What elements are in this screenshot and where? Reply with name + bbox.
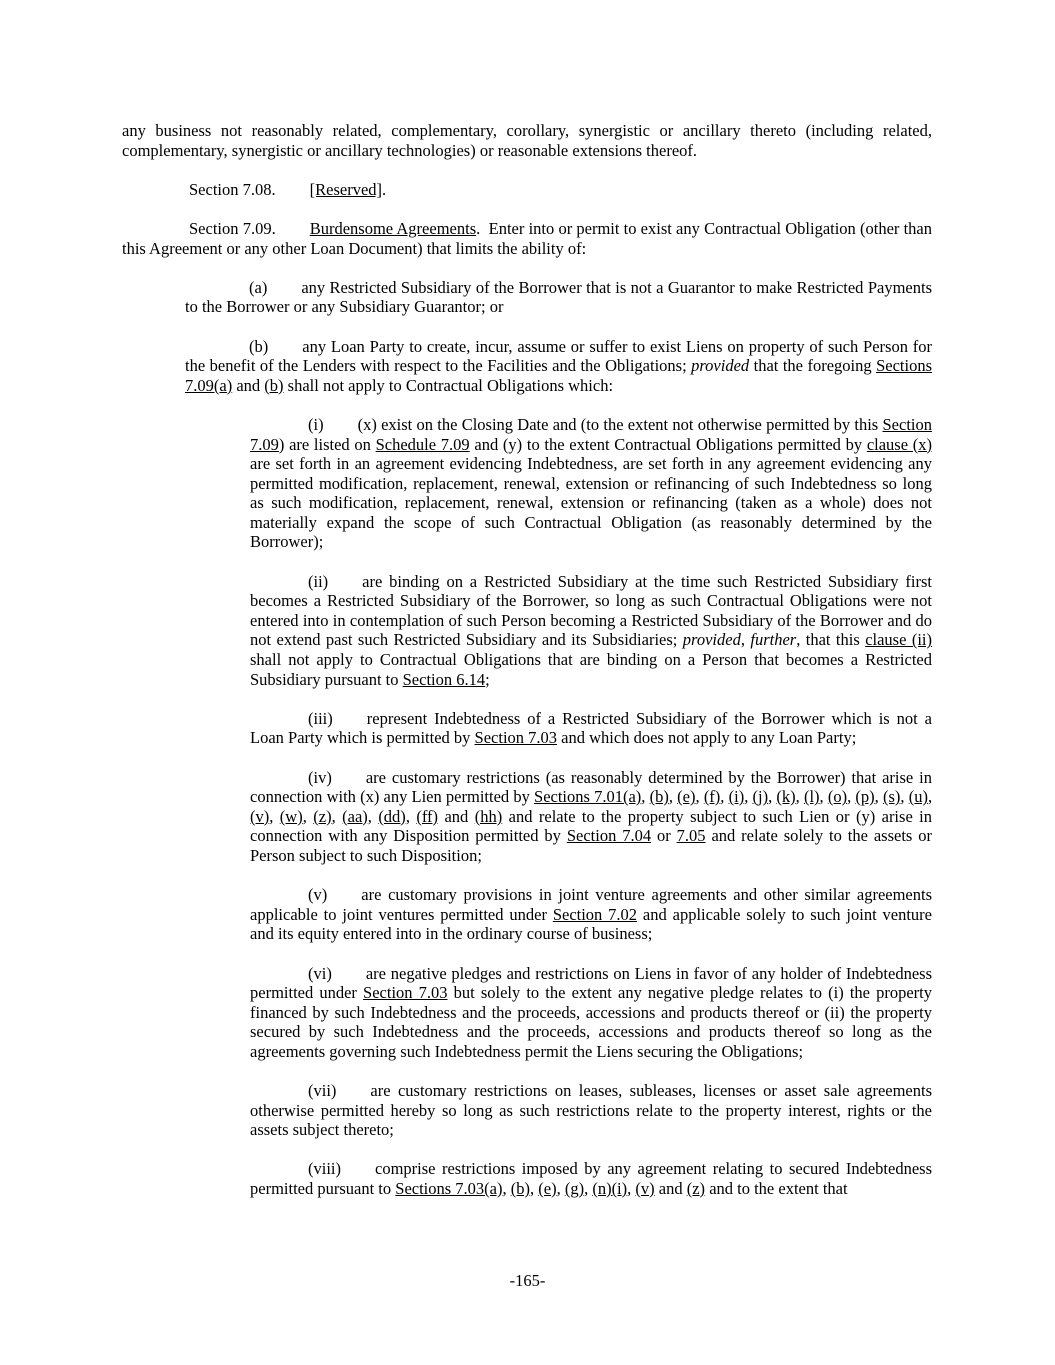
text-run: Section 7.03 xyxy=(474,728,558,748)
text-run: (z) xyxy=(313,806,332,826)
clause-b xyxy=(185,337,932,396)
text-run: , xyxy=(405,806,417,826)
text-run: , xyxy=(269,806,280,826)
text-run: , xyxy=(740,630,751,650)
text-run: Sections 7.01(a) xyxy=(534,787,642,807)
text-run: and xyxy=(438,806,475,826)
text-run: , xyxy=(331,806,343,826)
text-run: and relate solely to the assets or Person subject to such Disposition; xyxy=(250,826,932,865)
text-run: and applicable solely to such joint venture and its equity entered into in the ordinary course of business; xyxy=(250,904,933,944)
clause-viii xyxy=(250,1159,932,1198)
text-run: , xyxy=(768,787,777,807)
text-run: [Reserved] xyxy=(309,179,383,199)
text-run: shall not apply to Contractual Obligations that are binding on a Person that becomes a Restricted Subsidiary pursuant to xyxy=(250,650,932,689)
text-run: (g) xyxy=(564,1179,585,1199)
text-run: are customary provisions in joint venture agreements and other similar agreements applicable to joint ventures permitted under xyxy=(250,885,932,924)
text-run: but solely to the extent any negative pledge relates to (i) the property financed by such Indebtedness and the proceeds, accessions and products thereof or (ii) the property secured by such Indebtedness and the proceeds, accessions and products thereof so long as the agreements governing such Indebtedness permit the Liens securing the Obligations; xyxy=(250,983,933,1061)
text-run: that the foregoing xyxy=(749,356,877,376)
text-run: , xyxy=(720,787,729,807)
text-run: , xyxy=(744,787,753,807)
text-run: are customary restrictions on leases, subleases, licenses or asset sale agreements otherwise permitted hereby so long as such restrictions relate to the property interest, rights or the assets subject thereto; xyxy=(250,1081,932,1140)
text-run: , xyxy=(556,1179,565,1199)
text-run: , xyxy=(530,1179,539,1199)
clause-ii xyxy=(250,572,932,690)
text-run: and which does not apply to any Loan Party; xyxy=(557,728,857,748)
text-run: ) are listed on xyxy=(278,434,376,454)
text-run: (v) xyxy=(308,885,328,905)
text-run: , xyxy=(502,1179,511,1199)
text-run: (k) xyxy=(776,787,796,807)
text-run: Section 7.04 xyxy=(566,826,652,846)
text-run: and xyxy=(654,1179,687,1199)
text-run: , xyxy=(900,787,909,807)
text-run: , xyxy=(584,1179,593,1199)
clause-a xyxy=(185,278,932,317)
text-run: clause (ii) xyxy=(865,630,933,650)
text-run: Section 6.14 xyxy=(402,669,486,689)
text-run: (z) xyxy=(686,1179,706,1199)
text-run: , that this xyxy=(796,630,866,650)
text-run: (l) xyxy=(803,787,820,807)
text-run: (vii) xyxy=(308,1081,337,1101)
text-run: (b) xyxy=(649,787,669,807)
text-run: (b) xyxy=(510,1179,530,1199)
text-run: , xyxy=(847,787,856,807)
text-run: Section 7.09. xyxy=(189,218,276,238)
text-run: are customary restrictions (as reasonably determined by the Borrower) that arise in connection with (x) any Lien permitted by xyxy=(250,767,932,807)
text-run: (o) xyxy=(827,787,848,807)
text-run: are set forth in an agreement evidencing Indebtedness, are set forth in any agreement evidencing any permitted modification, replacement, renewal, extension or refinancing of such Indebtedness so long as such modification, replacement, renewal, extension or refinancing (taken as a whole) does not materially expand the scope of such Contractual Obligation (as reasonably determined by the Borrower); xyxy=(250,454,932,552)
text-run: Section 7.02 xyxy=(552,904,638,924)
text-run: , xyxy=(795,787,804,807)
page-number: -165- xyxy=(509,1271,546,1291)
text-run: (i) xyxy=(728,787,745,807)
text-run: Section 7.08. xyxy=(189,179,276,199)
text-run: (b) xyxy=(264,375,284,395)
text-run: shall not apply to Contractual Obligations which: xyxy=(283,375,614,395)
text-run: (x) exist on the Closing Date and (to the extent not otherwise permitted by this xyxy=(357,414,883,434)
text-run: (u) xyxy=(908,787,928,807)
text-run: , xyxy=(367,806,379,826)
text-run: Section 7.03 xyxy=(363,983,448,1003)
text-run: Sections 7.03(a) xyxy=(395,1179,503,1199)
text-run: provided xyxy=(682,630,741,650)
text-run: , xyxy=(668,787,678,807)
section-7-09 xyxy=(122,219,932,258)
text-run: (dd) xyxy=(378,806,406,826)
clause-iv xyxy=(250,768,932,866)
text-run: Burdensome Agreements xyxy=(309,218,477,238)
text-run: , xyxy=(695,787,704,807)
clause-vii xyxy=(250,1081,932,1140)
document-body xyxy=(122,121,932,1199)
text-run: (i) xyxy=(308,414,324,434)
text-run: (hh) xyxy=(474,806,503,826)
text-run: (iv) xyxy=(308,767,332,787)
text-run: (e) xyxy=(538,1179,557,1199)
text-run: (w) xyxy=(279,806,303,826)
text-run: clause (x) xyxy=(866,434,933,454)
continuation-paragraph xyxy=(122,121,932,160)
text-run: , xyxy=(819,787,828,807)
clause-iii xyxy=(250,709,932,748)
text-run: Section 7.09 xyxy=(250,414,932,454)
text-run: (b) xyxy=(249,336,269,356)
text-run: (s) xyxy=(882,787,901,807)
text-run: (aa) xyxy=(342,806,368,826)
text-run: . Enter into or permit to exist any Contractual Obligation (other than this Agreement or any other Loan Document) that limits the ability of: xyxy=(122,218,933,258)
text-run: and to the extent that xyxy=(705,1179,848,1199)
text-run: (iii) xyxy=(308,708,333,728)
text-run: (p) xyxy=(855,787,875,807)
text-run: , xyxy=(927,787,933,807)
clause-vi xyxy=(250,964,932,1062)
text-run: (f) xyxy=(703,787,721,807)
text-run: provided xyxy=(691,356,750,376)
text-run: 7.05 xyxy=(676,826,706,846)
text-run: are negative pledges and restrictions on Liens in favor of any holder of Indebtedness permitted under xyxy=(250,963,932,1003)
section-7-08 xyxy=(122,180,932,200)
text-run: Sections 7.09(a) xyxy=(185,356,932,395)
text-run: , xyxy=(627,1179,636,1199)
text-run: any Loan Party to create, incur, assume or suffer to exist Liens on property of such Person for the benefit of the Lenders with respect to the Facilities and the Obligations; xyxy=(185,336,932,376)
text-run: are binding on a Restricted Subsidiary at the time such Restricted Subsidiary first becomes a Restricted Subsidiary of the Borrower, so long as such Contractual Obligations were not entered into in contemplation of such Person becoming a Restricted Subsidiary of the Borrower and do not extend past such Restricted Subsidiary and its Subsidiaries; xyxy=(250,571,932,650)
text-run: (v) xyxy=(635,1179,655,1199)
clause-v xyxy=(250,885,932,944)
text-run: (ii) xyxy=(308,571,329,591)
text-run: (v) xyxy=(250,806,270,826)
text-run: any Restricted Subsidiary of the Borrower that is not a Guarantor to make Restricted Payments to the Borrower or any Subsidiary Guarantor; or xyxy=(185,277,932,317)
text-run: (vi) xyxy=(308,963,332,983)
text-run: (a) xyxy=(249,277,268,297)
text-run: (n)(i) xyxy=(592,1179,628,1199)
text-run: (viii) xyxy=(308,1159,341,1179)
text-run: , xyxy=(874,787,883,807)
text-run: , xyxy=(641,787,650,807)
text-run: represent Indebtedness of a Restricted Subsidiary of the Borrower which is not a Loan Party which is permitted by xyxy=(250,708,932,748)
text-run: ; xyxy=(485,669,490,689)
text-run: (ff) xyxy=(416,806,439,826)
text-run: Schedule 7.09 xyxy=(375,434,470,454)
text-run: comprise restrictions imposed by any agreement relating to secured Indebtedness permitted pursuant to xyxy=(250,1159,932,1199)
clause-i xyxy=(250,415,932,552)
text-run: and relate to the property subject to such Lien or (y) arise in connection with any Disposition permitted by xyxy=(250,806,933,846)
text-run: and xyxy=(232,375,265,395)
text-run: (e) xyxy=(677,787,696,807)
text-run: further xyxy=(750,630,797,650)
text-run: any business not reasonably related, complementary, corollary, synergistic or ancillary thereto (including related, complementary, synergistic or ancillary technologies) or reasonable extensions thereof. xyxy=(122,121,932,160)
text-run: and (y) to the extent Contractual Obligations permitted by xyxy=(469,434,867,454)
text-run: (j) xyxy=(752,787,769,807)
text-run: or xyxy=(651,826,677,846)
text-run: . xyxy=(382,179,387,199)
text-run: , xyxy=(302,806,314,826)
